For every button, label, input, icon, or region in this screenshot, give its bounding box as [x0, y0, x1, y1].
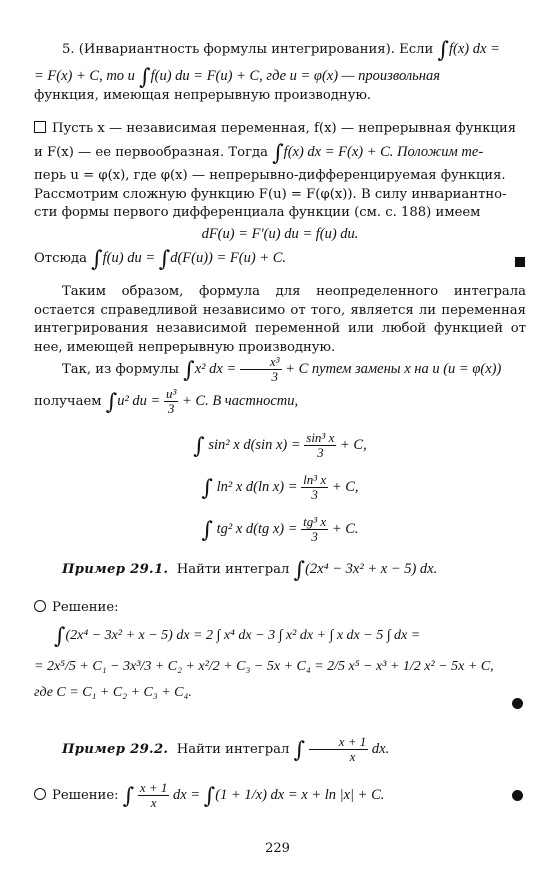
display-formulas — [34, 425, 526, 551]
proof-l2b: f(x) dx = F(x) + C. Положим те- — [283, 143, 484, 160]
proof — [34, 120, 526, 272]
para2-b: x² dx = — [194, 361, 237, 377]
end-of-solution-dot-icon — [512, 698, 523, 709]
integral-sign: ∫ — [158, 246, 171, 272]
formula-ln: ∫ ln² x d(ln x) = $\frac{\text{ln³ x}}{3}$ + C, — [201, 472, 359, 503]
proof-l5: сти формы первого дифференциала функции (см. с. 188) имеем — [34, 205, 481, 220]
proof-l1: Пусть x — независимая переменная, f(x) — непрерывная функция — [52, 121, 517, 136]
item5-f2: f(u) du = F(u) + C, где u = φ(x) — произвольная — [150, 67, 440, 84]
para1-text: Таким образом, формула для неопределенного интеграла остается справедливой независимо от того, является ли переменная интегрирования независимой переменной или любой функцией от нее, имеющей непрерывную производную. — [34, 284, 526, 355]
fraction: $\frac{\text{u³}}{3}$ — [165, 386, 177, 417]
solution-line-1: ∫(2x⁴ − 3x² + x − 5) dx = 2 ∫ x⁴ dx − 3 ∫ x² dx + ∫ x dx − 5 ∫ dx = — [54, 624, 421, 649]
example-title: Пример 29.2. — [62, 742, 169, 757]
formula-tg: ∫ tg² x d(tg x) = $\frac{\text{tg³ x}}{3}$ + C. — [201, 514, 359, 545]
integral-sign: ∫ — [437, 38, 450, 63]
para2-d: получаем — [34, 394, 102, 409]
example-task: Найти интеграл — [176, 562, 290, 577]
formula-sin: ∫ sin² x d(sin x) = $\frac{\text{sin³ x}}{3}$ + C, — [193, 430, 367, 461]
example-29-1 — [34, 560, 526, 703]
para2-a: Так, из формулы — [62, 362, 180, 377]
example-task: Найти интеграл — [176, 742, 290, 757]
integral-sign: ∫ — [293, 558, 306, 583]
proof-since-f2: d(F(u)) = F(u) + C. — [170, 249, 287, 266]
proof-l4: Рассмотрим сложную функцию F(u) = F(φ(x)). В силу инвариантно- — [34, 186, 507, 202]
integral-sign: ∫ — [105, 390, 118, 415]
solution-label: Решение: — [52, 599, 119, 615]
integral-sign: ∫ — [91, 246, 103, 272]
proof-since: Отсюда — [34, 250, 87, 266]
solution-line-2: = 2x⁵/5 + C₁ − 3x³/3 + C₂ + x²/2 + C₃ − 5x + C₄ = 2/5 x⁵ − x³ + 1/2 x² − 5x + C, — [34, 659, 494, 674]
qed-square-icon — [515, 257, 525, 267]
solution-circle-icon — [34, 788, 46, 800]
example-integrand: (2x⁴ − 3x² + x − 5) dx. — [305, 561, 438, 577]
page-number: 229 — [265, 841, 290, 856]
proof-start-square-icon — [34, 121, 46, 133]
solution-line-3: где C = C₁ + C₂ + C₃ + C₄. — [34, 685, 192, 700]
item5-line2: = F(x) + C, то и — [34, 67, 135, 84]
proof-since-f1: f(u) du = — [102, 249, 156, 266]
fraction: $\frac{x + 1}{x}$ — [139, 780, 168, 811]
proof-l3: перь u = φ(x), где φ(x) — непрерывно-дифференцируемая функция. — [34, 168, 506, 183]
example-29-2: Пример 29.2. Найти интеграл ∫ $\frac{x + 1}{x}$ dx. Решение: ∫ $\frac{x + 1}{x}$ dx = ∫(1 + 1/x) dx = x + ln |x| + C. — [34, 732, 526, 814]
paragraph-substitution — [34, 354, 526, 418]
paragraph-invariance — [34, 283, 526, 357]
fraction: $\frac{x + 1}{x}$ — [309, 735, 369, 764]
item-5 — [34, 40, 526, 106]
integral-sign: ∫ — [272, 140, 284, 166]
para2-e: u² du = — [117, 393, 161, 409]
fraction: $\frac{\text{x³}}{3}$ — [240, 355, 282, 384]
proof-equation: dF(u) = F′(u) du = f(u) du. — [201, 225, 359, 242]
solution-label: Решение: — [52, 788, 119, 803]
item5-line3: функция, имеющая непрерывную производную. — [34, 88, 372, 103]
para2-f: + C. В частности, — [181, 393, 299, 409]
integral-sign: ∫ — [293, 738, 306, 763]
item5-f1: f(x) dx = — [449, 41, 500, 57]
end-of-solution-dot-icon — [512, 790, 523, 801]
item5-intro: 5. (Инвариантность формулы интегрирования). Если — [62, 42, 434, 57]
solution-circle-icon — [34, 600, 46, 612]
example-title: Пример 29.1. — [62, 562, 169, 577]
para2-c: + C путем замены x на u (u = φ(x)) — [285, 361, 502, 377]
integral-sign: ∫ — [139, 64, 151, 90]
integral-sign: ∫ — [183, 358, 195, 383]
proof-l2a: и F(x) — ее первообразная. Тогда — [34, 144, 268, 160]
